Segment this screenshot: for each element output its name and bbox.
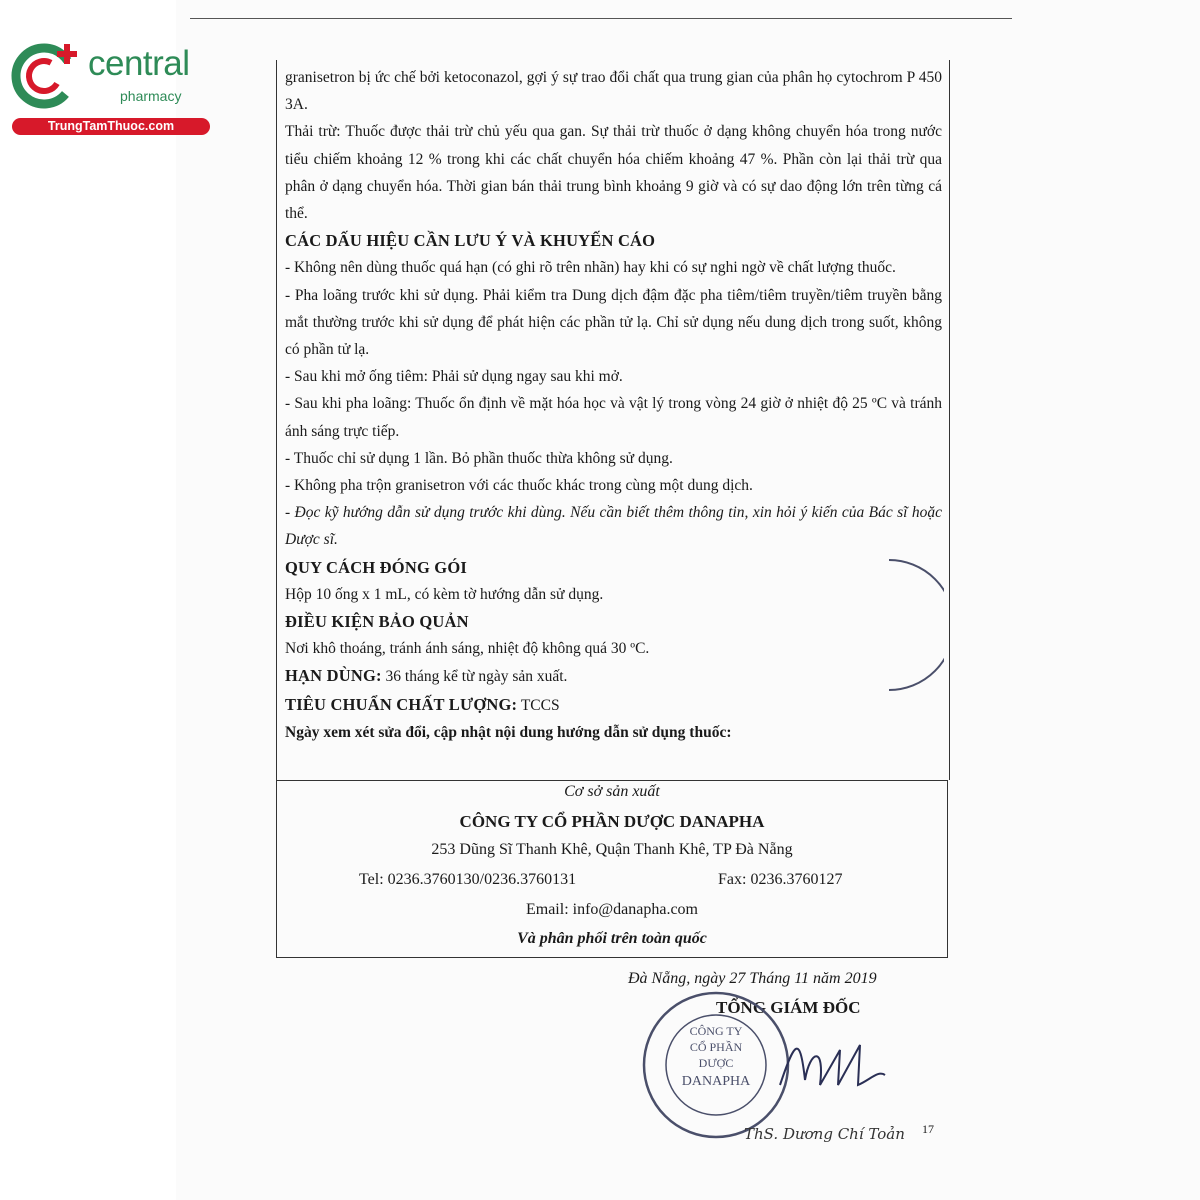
quality-line (285, 691, 942, 719)
seal-line: CÔNG TY (689, 1024, 743, 1038)
packaging-text: Hộp 10 ống x 1 mL, có kèm tờ hướng dẫn sử dụng. (285, 585, 604, 603)
page-number: 17 (922, 1122, 934, 1136)
side-seal-fragment (884, 555, 944, 695)
revision-line: Ngày xem xét sửa đổi, cập nhật nội dung hướng dẫn sử dụng thuốc: (285, 723, 732, 741)
expiry-line (285, 662, 942, 690)
storage-text: Nơi khô thoáng, tránh ánh sáng, nhiệt độ không quá 30 ºC. (285, 640, 650, 658)
quality-value: TCCS (517, 696, 560, 714)
distribution-line: Và phân phối trên toàn quốc (517, 930, 707, 947)
quality-label: TIÊU CHUẨN CHẤT LƯỢNG: (285, 694, 518, 714)
storage-heading: ĐIỀU KIỆN BẢO QUẢN (285, 612, 469, 632)
signer-name: ThS. Dương Chí Toản (744, 1125, 905, 1143)
company-name: CÔNG TY CỔ PHẦN DƯỢC DANAPHA (459, 812, 765, 831)
producer-label: Cơ sở sản xuất (564, 783, 660, 800)
warning-item: - Sau khi mở ống tiêm: Phải sử dụng ngay sau khi mở. (285, 368, 623, 386)
handwritten-signature (770, 1030, 890, 1100)
expiry-value: 36 tháng kể từ ngày sản xuất. (381, 668, 568, 686)
elimination-paragraph: Thải trừ: Thuốc được thải trừ chủ yếu qua gan. Sự thải trừ thuốc ở dạng không chuyển hóa trong nước tiểu chiếm khoảng 12 % trong khi các chất chuyển hóa chiếm khoảng 47 %. Phần còn lại thải trừ qua phân ở dạng chuyển hóa. Thời gian bán thải trung bình khoảng 9 giờ và có sự dao động lớn trên từng cá thể. (285, 123, 942, 223)
signing-date: Đà Nẵng, ngày 27 Tháng 11 năm 2019 (628, 970, 877, 987)
warning-item: - Thuốc chỉ sử dụng 1 lần. Bỏ phần thuốc thừa không sử dụng. (285, 449, 673, 467)
logo-site-url[interactable]: TrungTamThuoc.com (12, 118, 210, 135)
warning-item-advice: - Đọc kỹ hướng dẫn sử dụng trước khi dùng. Nếu cần biết thêm thông tin, xin hỏi ý kiến của Bác sĩ hoặc Dược sĩ. (285, 504, 942, 549)
logo-wordmark: central (88, 44, 190, 83)
company-address: 253 Dũng Sĩ Thanh Khê, Quận Thanh Khê, TP Đà Nẵng (431, 841, 793, 858)
seal-line: DANAPHA (681, 1074, 751, 1089)
packaging-heading: QUY CÁCH ĐÓNG GÓI (285, 557, 467, 577)
warning-item: - Không nên dùng thuốc quá hạn (có ghi rõ trên nhãn) hay khi có sự nghi ngờ về chất lượng thuốc. (285, 259, 896, 277)
warning-item: - Không pha trộn granisetron với các thuốc khác trong cùng một dung dịch. (285, 477, 753, 495)
seal-line: DƯỢC (698, 1056, 734, 1070)
expiry-label: HẠN DÙNG: (285, 666, 382, 686)
logo-subtitle: pharmacy (120, 88, 182, 104)
warning-item: - Pha loãng trước khi sử dụng. Phải kiểm tra Dung dịch đậm đặc pha tiêm/tiêm truyền/tiêm truyền bằng mắt thường trước khi sử dụng để phát hiện các phần tử lạ. Chỉ sử dụng nếu dung dịch trong suốt, không có phần tử lạ. (285, 286, 942, 359)
top-rule (190, 18, 1012, 19)
warning-item: - Sau khi pha loãng: Thuốc ổn định về mặt hóa học và vật lý trong vòng 24 giờ ở nhiệt độ 25 ºC và tránh ánh sáng trực tiếp. (285, 395, 942, 440)
leaflet-body (285, 64, 942, 746)
company-email: Email: info@danapha.com (525, 901, 698, 918)
company-fax: Fax: 0236.3760127 (718, 871, 843, 888)
metabolism-paragraph: granisetron bị ức chế bởi ketoconazol, gợi ý sự trao đổi chất qua trung gian của phân họ cytochrom P 450 3A. (285, 69, 942, 114)
pharmacy-cross-icon (8, 38, 88, 118)
company-tel: Tel: 0236.3760130/0236.3760131 (359, 871, 577, 888)
director-title: TỔNG GIÁM ĐỐC (716, 998, 861, 1017)
seal-line: CỔ PHẦN (689, 1040, 743, 1054)
warnings-heading: CÁC DẤU HIỆU CẦN LƯU Ý VÀ KHUYẾN CÁO (285, 231, 656, 251)
